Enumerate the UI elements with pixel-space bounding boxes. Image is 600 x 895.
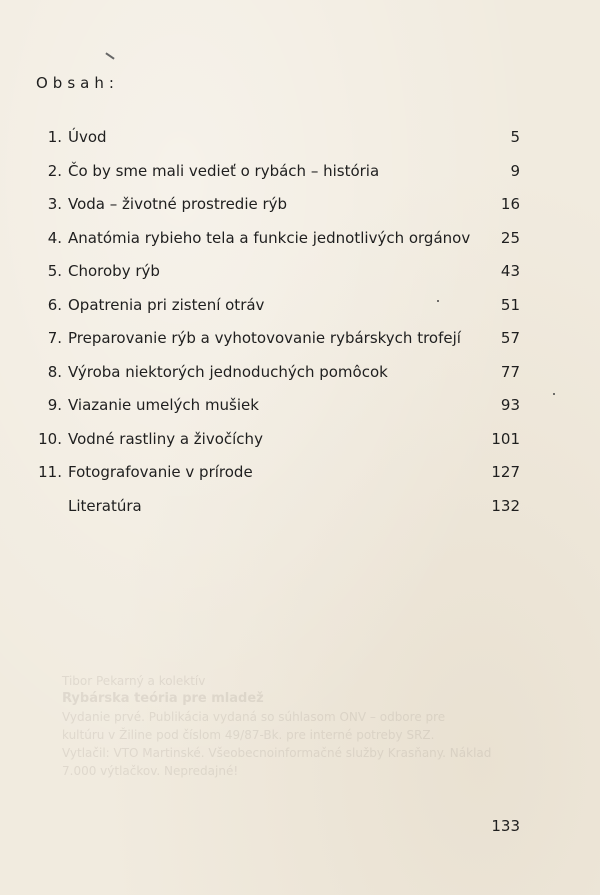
toc-entry-page: 132: [491, 496, 520, 515]
toc-entry-number: 9.: [47, 396, 62, 414]
toc-entry-page: 127: [491, 463, 520, 481]
toc-entry-title: Fotografovanie v prírode: [68, 463, 253, 481]
toc-entry: [0, 426, 600, 460]
toc-entry-title: Výroba niektorých jednoduchých pomôcok: [68, 362, 388, 381]
toc-entry-number: 5.: [47, 262, 62, 280]
toc-entry: [0, 225, 600, 259]
toc-entry-number: 7.: [47, 329, 62, 347]
imprint-line: kultúru v Žiline pod číslom 49/87-Bk. pre interné potreby SRZ.: [62, 728, 435, 742]
toc-entry-title: Literatúra: [68, 496, 142, 515]
toc-entry-page: 93: [500, 396, 520, 414]
toc-entry-title: Choroby rýb: [68, 262, 160, 280]
paper-speck: [437, 300, 439, 302]
toc-entry-title: Opatrenia pri zistení otráv: [68, 295, 265, 314]
toc-entry-page: 43: [500, 262, 520, 280]
toc-entry: [0, 459, 600, 493]
page-number: 133: [491, 817, 520, 835]
toc-entry-page: 57: [500, 329, 520, 347]
imprint-line: Rybárska teória pre mladež: [62, 691, 264, 706]
toc-entry: [0, 392, 600, 426]
toc-entry-number: 11.: [38, 463, 62, 481]
toc-entry-title: Úvod: [68, 128, 107, 146]
toc-entry-title: Viazanie umelých mušiek: [68, 396, 259, 414]
toc-entry-title: Voda – životné prostredie rýb: [68, 195, 288, 213]
toc-entry: [0, 258, 600, 292]
imprint-line: Tibor Pekarný a kolektív: [62, 674, 206, 688]
toc-entry: [0, 325, 600, 359]
table-of-contents: [0, 124, 600, 526]
imprint-line: Vydanie prvé. Publikácia vydaná so súhlasom ONV – odbore pre: [62, 710, 446, 724]
imprint-line: Vytlačil: VTO Martinské. Všeobecnoinformačné služby Krasňany. Náklad: [62, 746, 492, 760]
toc-entry-title: Čo by sme mali vedieť o rybách – história: [68, 161, 380, 180]
faint-show-through-imprint: [62, 672, 562, 780]
toc-entry-page: 77: [500, 362, 520, 381]
toc-entry-number: 3.: [47, 195, 62, 213]
toc-heading: Obsah:: [36, 74, 119, 92]
toc-entry-number: 10.: [38, 429, 62, 448]
toc-entry-page: 5: [510, 128, 520, 146]
toc-entry: [0, 292, 600, 326]
toc-entry-page: 101: [491, 429, 520, 448]
toc-entry: [0, 359, 600, 393]
toc-entry-number: 8.: [47, 362, 62, 381]
toc-entry-title: Vodné rastliny a živočíchy: [68, 429, 263, 448]
toc-entry-page: 51: [500, 295, 520, 314]
toc-entry-title: Anatómia rybieho tela a funkcie jednotlivých orgánov: [68, 228, 471, 247]
toc-entry: [0, 124, 600, 158]
toc-entry: [0, 191, 600, 225]
pencil-mark: [105, 52, 114, 59]
toc-entry-number: 2.: [47, 161, 62, 180]
toc-entry-number: 1.: [47, 128, 62, 146]
toc-entry-number: 6.: [47, 295, 62, 314]
toc-entry-number: 4.: [47, 228, 62, 247]
toc-entry: [0, 493, 600, 527]
toc-entry-page: 25: [500, 228, 520, 247]
toc-entry-page: 9: [510, 161, 520, 180]
toc-entry-title: Preparovanie rýb a vyhotovovanie rybárskych trofejí: [68, 329, 461, 347]
imprint-line: 7.000 výtlačkov. Nepredajné!: [62, 764, 239, 778]
paper-speck: [553, 393, 555, 395]
toc-entry: [0, 158, 600, 192]
toc-entry-page: 16: [500, 195, 520, 213]
